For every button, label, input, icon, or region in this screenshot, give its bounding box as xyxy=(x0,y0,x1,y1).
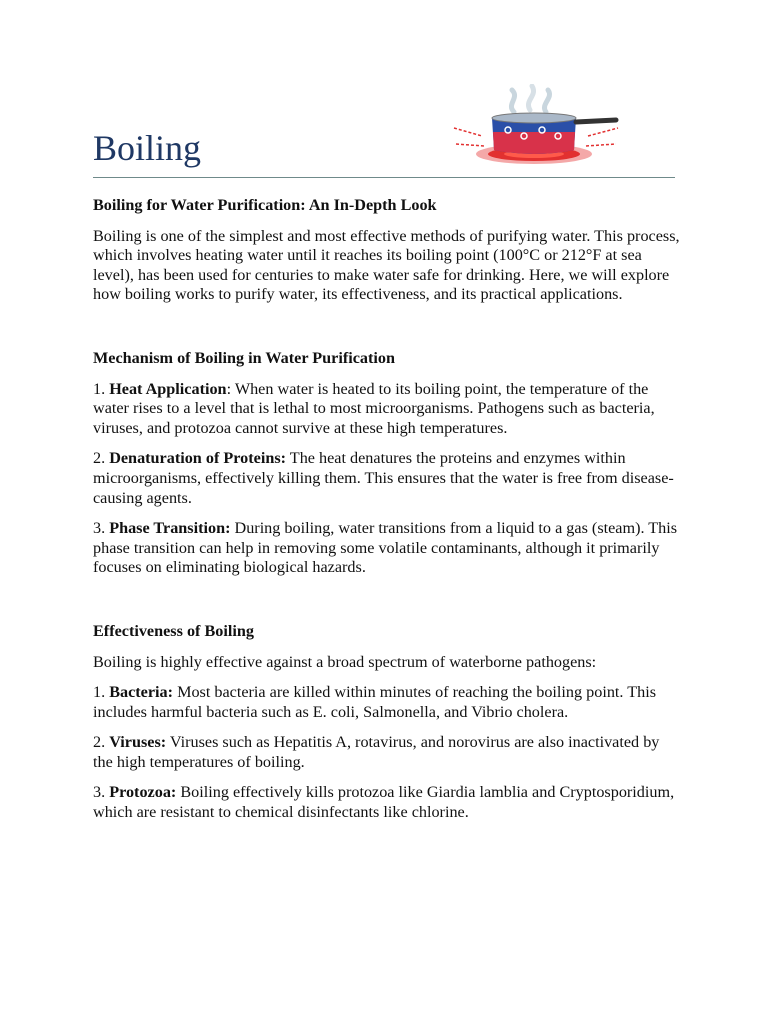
intro-paragraph: Boiling is one of the simplest and most effective methods of purifying water. This process, which involves heating water until it reaches its boiling point (100°C or 212°F at sea level), has been used for centuries to make water safe for drinking. Here, we will explore how boiling works to purify water, its effectiveness, and its practical applications. xyxy=(93,226,680,304)
item-term: Viruses: xyxy=(109,733,167,752)
intro-heading: Boiling for Water Purification: An In-Depth Look xyxy=(93,196,437,214)
item-term: Protozoa: xyxy=(109,783,177,802)
page-title: Boiling xyxy=(93,128,202,168)
item-text: During boiling, water transitions from a liquid to a gas (steam). This phase transition can help in removing some volatile contaminants, although it primarily focuses on eliminating biological hazards. xyxy=(93,519,678,577)
item-number: 2. xyxy=(93,449,106,468)
pot-on-stove-icon xyxy=(446,84,626,174)
effectiveness-item-1 xyxy=(93,683,683,722)
title-divider xyxy=(93,177,675,178)
effectiveness-intro: Boiling is highly effective against a broad spectrum of waterborne pathogens: xyxy=(93,652,597,671)
mechanism-item-1 xyxy=(93,380,683,439)
item-text: Viruses such as Hepatitis A, rotavirus, and norovirus are also inactivated by the high temperatures of boiling. xyxy=(93,733,660,771)
item-number: 3. xyxy=(93,519,106,538)
item-term: Denaturation of Proteins: xyxy=(109,449,287,468)
item-number: 2. xyxy=(93,733,106,752)
item-number: 3. xyxy=(93,783,106,802)
effectiveness-item-2 xyxy=(93,733,683,772)
mechanism-heading: Mechanism of Boiling in Water Purification xyxy=(93,348,396,367)
document-body xyxy=(93,196,683,823)
item-text: : When water is heated to its boiling point, the temperature of the water rises to a level that is lethal to most microorganisms. Pathogens such as bacteria, viruses, and protozoa cannot survive at these high temperatures. xyxy=(93,379,655,437)
effectiveness-heading: Effectiveness of Boiling xyxy=(93,621,254,640)
item-text: Most bacteria are killed within minutes of reaching the boiling point. This includes harmful bacteria such as E. coli, Salmonella, and Vibrio cholera. xyxy=(93,683,656,721)
item-number: 1. xyxy=(93,683,106,702)
item-text: The heat denatures the proteins and enzymes within microorganisms, effectively killing them. This ensures that the water is free from disease-causing agents. xyxy=(93,449,674,507)
effectiveness-item-3 xyxy=(93,783,683,822)
mechanism-item-3 xyxy=(93,519,683,578)
item-term: Heat Application xyxy=(109,379,227,398)
item-term: Phase Transition: xyxy=(109,519,231,538)
item-term: Bacteria: xyxy=(109,683,174,702)
mechanism-item-2 xyxy=(93,449,683,508)
item-number: 1. xyxy=(93,379,106,398)
item-text: Boiling effectively kills protozoa like Giardia lamblia and Cryptosporidium, which are resistant to chemical disinfectants like chlorine. xyxy=(93,783,675,822)
